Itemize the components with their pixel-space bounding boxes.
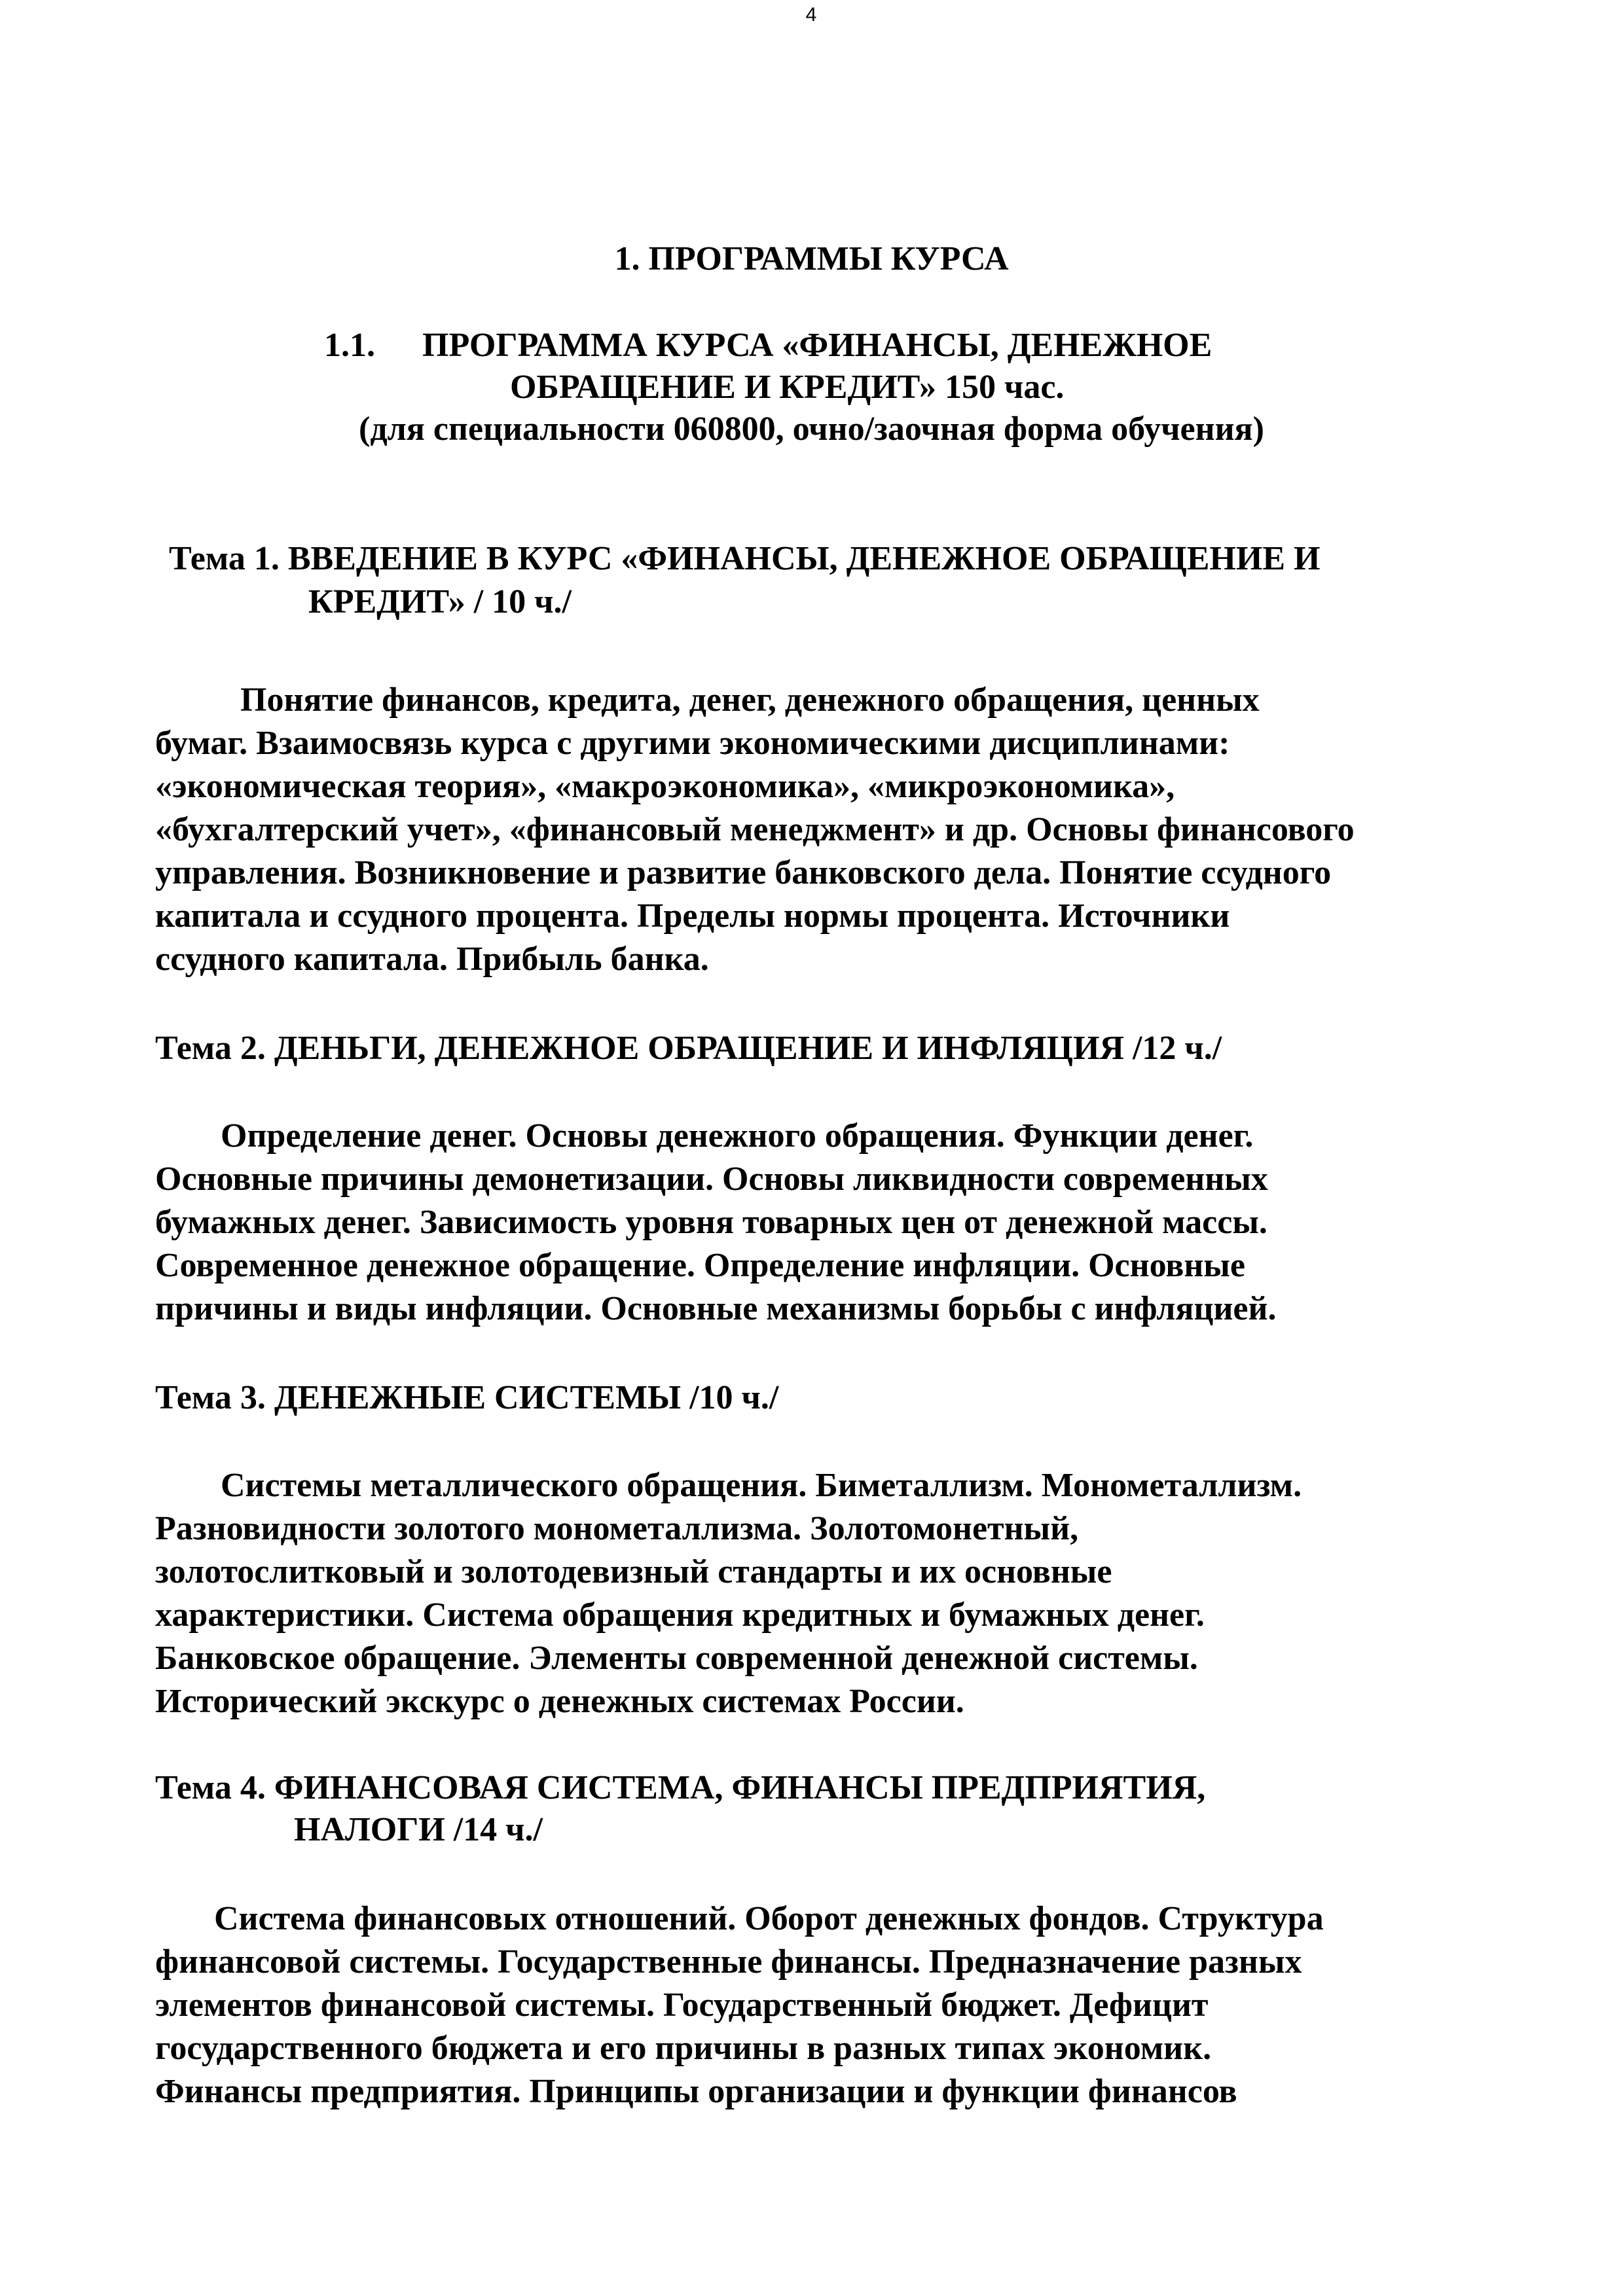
topic-4-body-line: финансовой системы. Государственные финансы. Предназначение разных (155, 1943, 1302, 1981)
topic-3-body-line: Системы металлического обращения. Биметаллизм. Монометаллизм. (221, 1467, 1302, 1504)
topic-1-body-line: Понятие финансов, кредита, денег, денежного обращения, ценных (240, 681, 1260, 719)
topic-1-body-line: бумаг. Взаимосвязь курса с другими экономическими дисциплинами: (155, 725, 1230, 762)
page-number: 4 (805, 4, 817, 26)
topic-2-heading: Тема 2. ДЕНЬГИ, ДЕНЕЖНОЕ ОБРАЩЕНИЕ И ИНФЛЯЦИЯ /12 ч./ (155, 1030, 1222, 1067)
section-title: 1. ПРОГРАММЫ КУРСА (614, 240, 1009, 278)
topic-1-body-line: ссудного капитала. Прибыль банка. (155, 941, 709, 978)
topic-3-body-line: Банковское обращение. Элементы современной денежной системы. (155, 1640, 1198, 1677)
topic-2-body-line: Основные причины демонетизации. Основы ликвидности современных (155, 1160, 1268, 1198)
topic-1-body-line: «бухгалтерский учет», «финансовый менеджмент» и др. Основы финансового (155, 811, 1355, 848)
topic-1-body-line: капитала и ссудного процента. Пределы нормы процента. Источники (155, 897, 1230, 935)
topic-4-heading-line-2: НАЛОГИ /14 ч./ (294, 1811, 543, 1848)
topic-2-body-line: бумажных денег. Зависимость уровня товарных цен от денежной массы. (155, 1204, 1267, 1241)
topic-4-body-line: Система финансовых отношений. Оборот денежных фондов. Структура (214, 1900, 1324, 1937)
topic-2-body-line: причины и виды инфляции. Основные механизмы борьбы с инфляцией. (155, 1290, 1277, 1327)
topic-1-heading-line-1: Тема 1. ВВЕДЕНИЕ В КУРС «ФИНАНСЫ, ДЕНЕЖНОЕ ОБРАЩЕНИЕ И (169, 540, 1321, 577)
topic-3-body-line: характеристики. Система обращения кредитных и бумажных денег. (155, 1596, 1205, 1634)
topic-1-heading-line-2: КРЕДИТ» / 10 ч./ (308, 583, 572, 620)
program-subtitle: (для специальности 060800, очно/заочная форма обучения) (359, 410, 1264, 448)
topic-4-body-line: Финансы предприятия. Принципы организации и функции финансов (155, 2073, 1237, 2110)
topic-4-body-line: элементов финансовой системы. Государственный бюджет. Дефицит (155, 1986, 1209, 2024)
topic-2-body-line: Определение денег. Основы денежного обращения. Функции денег. (221, 1117, 1254, 1155)
topic-4-heading-line-1: Тема 4. ФИНАНСОВАЯ СИСТЕМА, ФИНАНСЫ ПРЕДПРИЯТИЯ, (155, 1769, 1206, 1806)
topic-3-body-line: золотослитковый и золотодевизный стандарты и их основные (155, 1553, 1112, 1590)
program-title-line-2: ОБРАЩЕНИЕ И КРЕДИТ» 150 час. (510, 368, 1065, 406)
topic-2-body-line: Современное денежное обращение. Определение инфляции. Основные (155, 1247, 1245, 1284)
topic-3-body-line: Исторический экскурс о денежных системах России. (155, 1683, 964, 1720)
topic-1-body-line: управления. Возникновение и развитие банковского дела. Понятие ссудного (155, 854, 1332, 891)
program-title-line-1: ПРОГРАММА КУРСА «ФИНАНСЫ, ДЕНЕЖНОЕ (422, 327, 1213, 364)
topic-3-body-line: Разновидности золотого монометаллизма. Золотомонетный, (155, 1510, 1079, 1547)
topic-4-body-line: государственного бюджета и его причины в разных типах экономик. (155, 2030, 1212, 2067)
topic-1-body-line: «экономическая теория», «макроэкономика», «микроэкономика», (155, 768, 1175, 805)
program-number: 1.1. (324, 327, 375, 364)
topic-3-heading: Тема 3. ДЕНЕЖНЫЕ СИСТЕМЫ /10 ч./ (155, 1379, 779, 1416)
